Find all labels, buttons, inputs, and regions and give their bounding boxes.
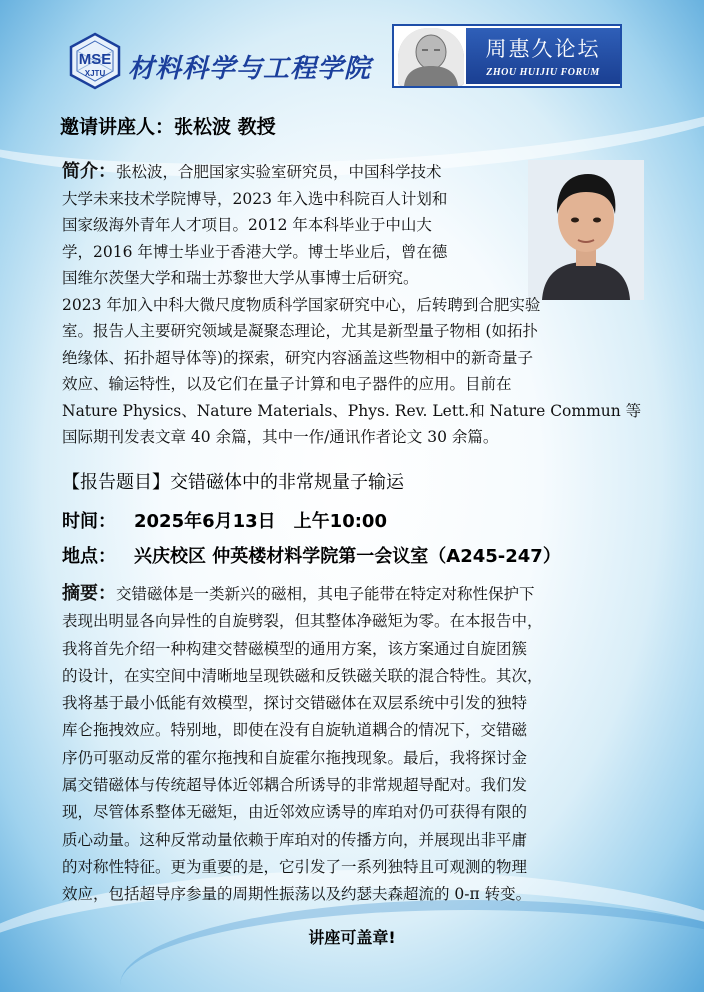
abstract-line: 质心动量。这种反常动量依赖于库珀对的传播方向，并展现出非平庸 [62, 830, 528, 849]
forum-badge [392, 24, 622, 88]
bio-line: 国际期刊发表文章 40 余篇，其中一作/通讯作者论文 30 余篇。 [62, 428, 499, 446]
bio-line: 2023 年加入中科大微尺度物质科学国家研究中心，后转聘到合肥实验 [62, 295, 541, 314]
time-label: 时间： [62, 511, 116, 532]
location-label: 地点： [62, 546, 116, 567]
logo-text-top: MSE [78, 51, 112, 68]
talk-time [62, 507, 387, 533]
abstract-label: 摘要： [62, 583, 116, 604]
bio-line: 简介：张松波，合肥国家实验室研究员，中国科学技术 [62, 161, 442, 182]
abstract-line: 我将首先介绍一种构建交替磁模型的通用方案，该方案通过自旋团簇 [62, 639, 528, 658]
abstract-line: 摘要：交错磁体是一类新兴的磁相，其电子能带在特定对称性保护下 [62, 583, 535, 604]
abstract-line: 我将基于最小低能有效模型，探讨交错磁体在双层系统中引发的独特 [62, 694, 528, 713]
talk-abstract [62, 580, 646, 909]
bio-line: 大学未来技术学院博导，2023 年入选中科院百人计划和 [62, 189, 448, 208]
stamp-note: 讲座可盖章! [308, 928, 396, 947]
forum-portrait-icon [398, 28, 464, 86]
bio-label: 简介： [62, 161, 116, 182]
talk-date: 2025年6月13日 [134, 511, 276, 532]
bio-line: 室。报告人主要研究领域是凝聚态理论，尤其是新型量子物相 (如拓扑 [62, 322, 538, 340]
abstract-line: 效应，包括超导序参量的周期性振荡以及约瑟夫森超流的 0-π 转变。 [62, 885, 532, 904]
abstract-line: 库仑拖拽效应。特别地，即使在没有自旋轨道耦合的情况下，交错磁 [62, 721, 528, 740]
poster-header [0, 0, 704, 100]
logo-text-bottom: XJTU [84, 69, 106, 78]
bio-line: 学，2016 年博士毕业于香港大学。博士毕业后，曾在德 [62, 242, 448, 261]
bio-line: Nature Physics、Nature Materials、Phys. Rev. Lett.和 Nature Commun 等 [62, 401, 642, 420]
bio-line: 国维尔茨堡大学和瑞士苏黎世大学从事博士后研究。 [62, 269, 419, 287]
forum-name-en: ZHOU HUIJIU FORUM [486, 67, 600, 78]
bio-line: 绝缘体、拓扑超导体等)的探索，研究内容涵盖这些物相中的新奇量子 [62, 348, 534, 367]
bio-line: 效应、输运特性，以及它们在量子计算和电子器件的应用。目前在 [62, 375, 512, 393]
location-value: 兴庆校区 仲英楼材料学院第一会议室（A245-247） [134, 546, 561, 567]
abstract-line: 序仍可驱动反常的霍尔拖拽和自旋霍尔拖拽现象。最后，我将探讨金 [62, 748, 528, 767]
speaker-heading: 邀请讲座人：张松波 教授 [60, 116, 276, 138]
bio-line: 国家级海外青年人才项目。2012 年本科毕业于中山大 [62, 216, 432, 234]
abstract-line: 表现出明显各向异性的自旋劈裂，但其整体净磁矩为零。在本报告中， [62, 612, 543, 631]
school-name: 材料科学与工程学院 [128, 54, 372, 84]
forum-name-cn: 周惠久论坛 [485, 37, 601, 61]
talk-hour: 上午10:00 [293, 511, 387, 532]
abstract-line: 的对称性特征。更为重要的是，它引发了一系列独特且可观测的物理 [62, 857, 528, 876]
abstract-line: 属交错磁体与传统超导体近邻耦合所诱导的非常规超导配对。我们发 [62, 776, 528, 795]
speaker-bio [62, 159, 646, 451]
forum-banner [466, 28, 620, 84]
abstract-line: 的设计，在实空间中清晰地呈现铁磁和反铁磁关联的混合特性。其次， [62, 666, 543, 685]
mse-xjtu-logo-icon [66, 32, 124, 90]
abstract-line: 现，尽管体系整体无磁矩，由近邻效应诱导的库珀对仍可获得有限的 [62, 803, 528, 822]
talk-location [62, 542, 561, 568]
talk-title: 【报告题目】交错磁体中的非常规量子输运 [62, 472, 404, 493]
